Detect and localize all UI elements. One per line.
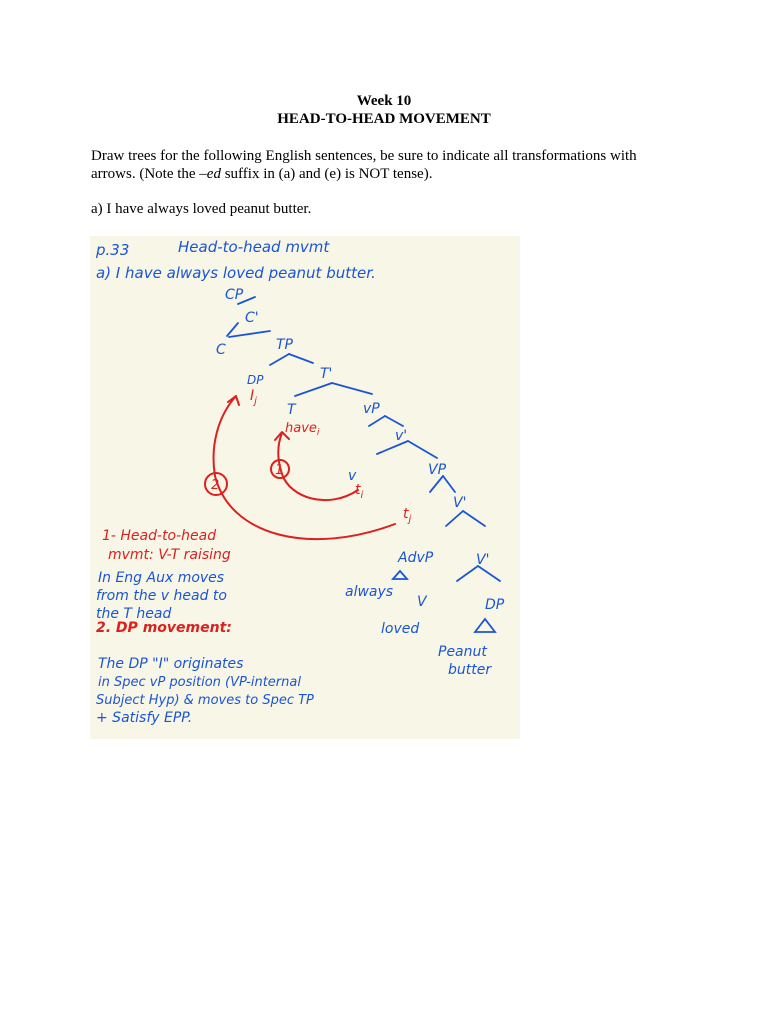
page-ref: p.33 <box>96 241 130 259</box>
week-label: Week 10 <box>356 93 412 109</box>
node-i-subject: $I_j$ <box>250 388 257 407</box>
node-little-v: v <box>348 468 357 484</box>
node-v-bar-lower: V' <box>476 552 490 568</box>
node-have-i: have$_i$ <box>285 421 320 438</box>
node-c: C <box>216 342 226 358</box>
note-line-3: In Eng Aux moves <box>98 570 225 586</box>
note-line-7: The DP "I" originates <box>98 656 244 672</box>
node-v: V <box>417 594 427 610</box>
arrow-label-1: 1 <box>275 463 284 478</box>
node-little-v-bar: v' <box>395 428 408 444</box>
note-line-5: the T head <box>96 606 172 622</box>
word-always: always <box>345 584 394 600</box>
node-cp: CP <box>225 287 244 303</box>
word-peanut: Peanut <box>438 644 487 660</box>
word-butter: butter <box>448 662 492 678</box>
note-line-4: from the v head to <box>96 588 227 604</box>
node-advp: AdvP <box>398 550 434 566</box>
handwritten-heading: Head-to-head mvmt <box>178 238 330 256</box>
node-tp: TP <box>276 337 293 353</box>
word-loved: loved <box>381 621 420 637</box>
arrow-label-2: 2 <box>211 478 220 493</box>
ed-suffix: ed <box>206 166 221 182</box>
node-vp: VP <box>428 462 447 478</box>
instructions-pre: Draw trees for the following English sentences, be sure to indicate all transformations with arrows. (Note the – <box>91 148 637 182</box>
note-line-1: 1- Head-to-head <box>102 528 217 544</box>
handwritten-sentence: a) I have always loved peanut butter. <box>96 264 376 282</box>
node-little-vp: vP <box>363 401 380 417</box>
blue-ink-layer <box>95 238 505 726</box>
trace-j: $t_j$ <box>403 506 412 525</box>
instructions <box>91 147 681 183</box>
note-line-10: + Satisfy EPP. <box>96 710 193 726</box>
tree-branches <box>227 297 500 632</box>
note-line-8: in Spec vP position (VP-internal <box>98 675 301 690</box>
question-a: a) I have always loved peanut butter. <box>91 201 312 217</box>
trace-i: $t_i$ <box>355 482 364 501</box>
instructions-post: suffix in (a) and (e) is NOT tense). <box>220 166 433 182</box>
node-dp-object: DP <box>485 597 505 613</box>
note-line-2: mvmt: V-T raising <box>108 547 231 563</box>
node-t: T <box>287 402 296 418</box>
handwritten-tree-diagram <box>90 236 520 739</box>
node-v-bar-upper: V' <box>453 495 467 511</box>
node-dp-spec-tp: DP <box>247 373 264 387</box>
node-t-bar: T' <box>320 366 333 382</box>
blue-notes <box>96 570 227 622</box>
note-line-9: Subject Hyp) & moves to Spec TP <box>96 693 314 708</box>
note-line-6: 2. DP movement: <box>96 620 232 636</box>
node-c-bar: C' <box>245 310 259 326</box>
movement-arrows <box>205 396 395 539</box>
page-title: HEAD-TO-HEAD MOVEMENT <box>277 111 491 127</box>
